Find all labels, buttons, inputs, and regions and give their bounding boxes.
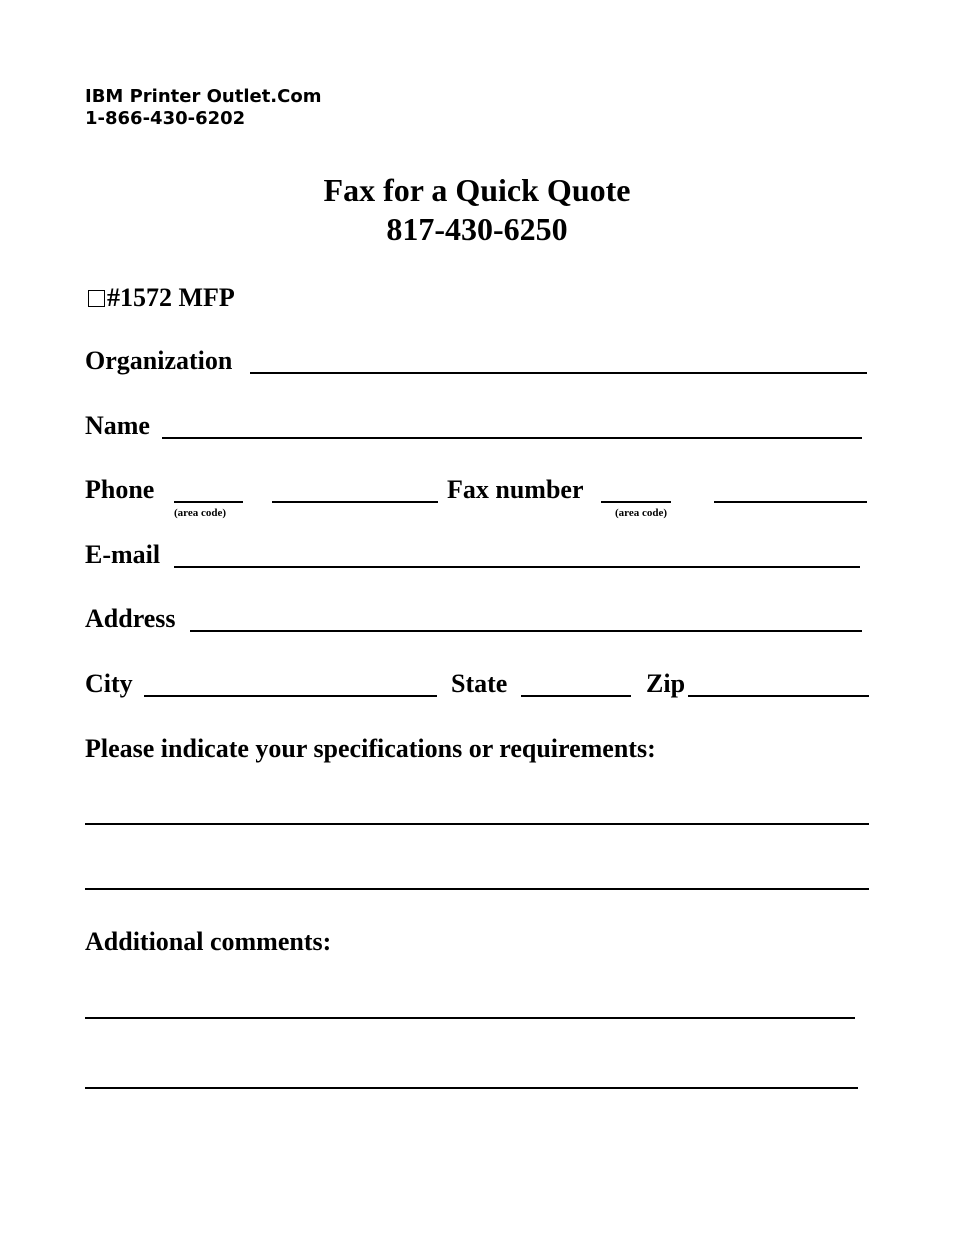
name-field[interactable] xyxy=(162,437,862,439)
comments-line-2[interactable] xyxy=(85,1087,858,1089)
address-label: Address xyxy=(85,604,176,633)
email-field[interactable] xyxy=(174,566,860,568)
fax-area-code-field[interactable] xyxy=(601,501,671,503)
product-label: #1572 MFP xyxy=(107,283,235,312)
name-label: Name xyxy=(85,411,150,440)
address-field[interactable] xyxy=(190,630,862,632)
phone-number-field[interactable] xyxy=(272,501,438,503)
comments-label: Additional comments: xyxy=(85,927,332,956)
fax-number-title: 817-430-6250 xyxy=(386,211,568,247)
fax-number-label: Fax number xyxy=(447,475,584,504)
company-name: IBM Printer Outlet.Com xyxy=(85,86,322,107)
specifications-line-1[interactable] xyxy=(85,823,869,825)
phone-area-code-note: (area code) xyxy=(174,507,227,519)
fax-area-code-note: (area code) xyxy=(615,507,668,519)
form-title: Fax for a Quick Quote xyxy=(323,172,631,208)
zip-label: Zip xyxy=(646,669,686,698)
company-phone: 1-866-430-6202 xyxy=(85,108,246,129)
organization-label: Organization xyxy=(85,346,233,375)
phone-area-code-field[interactable] xyxy=(174,501,243,503)
state-field[interactable] xyxy=(521,695,631,697)
zip-field[interactable] xyxy=(688,695,869,697)
organization-field[interactable] xyxy=(250,372,867,374)
city-field[interactable] xyxy=(144,695,437,697)
product-option[interactable] xyxy=(88,283,235,313)
specifications-line-2[interactable] xyxy=(85,888,869,890)
comments-line-1[interactable] xyxy=(85,1017,855,1019)
city-label: City xyxy=(85,669,133,698)
email-label: E-mail xyxy=(85,540,161,569)
fax-number-field[interactable] xyxy=(714,501,867,503)
specifications-label: Please indicate your specifications or requirements: xyxy=(85,734,656,763)
company-header xyxy=(85,86,321,130)
state-label: State xyxy=(451,669,508,698)
checkbox-icon[interactable] xyxy=(88,290,105,307)
phone-label: Phone xyxy=(85,475,155,504)
